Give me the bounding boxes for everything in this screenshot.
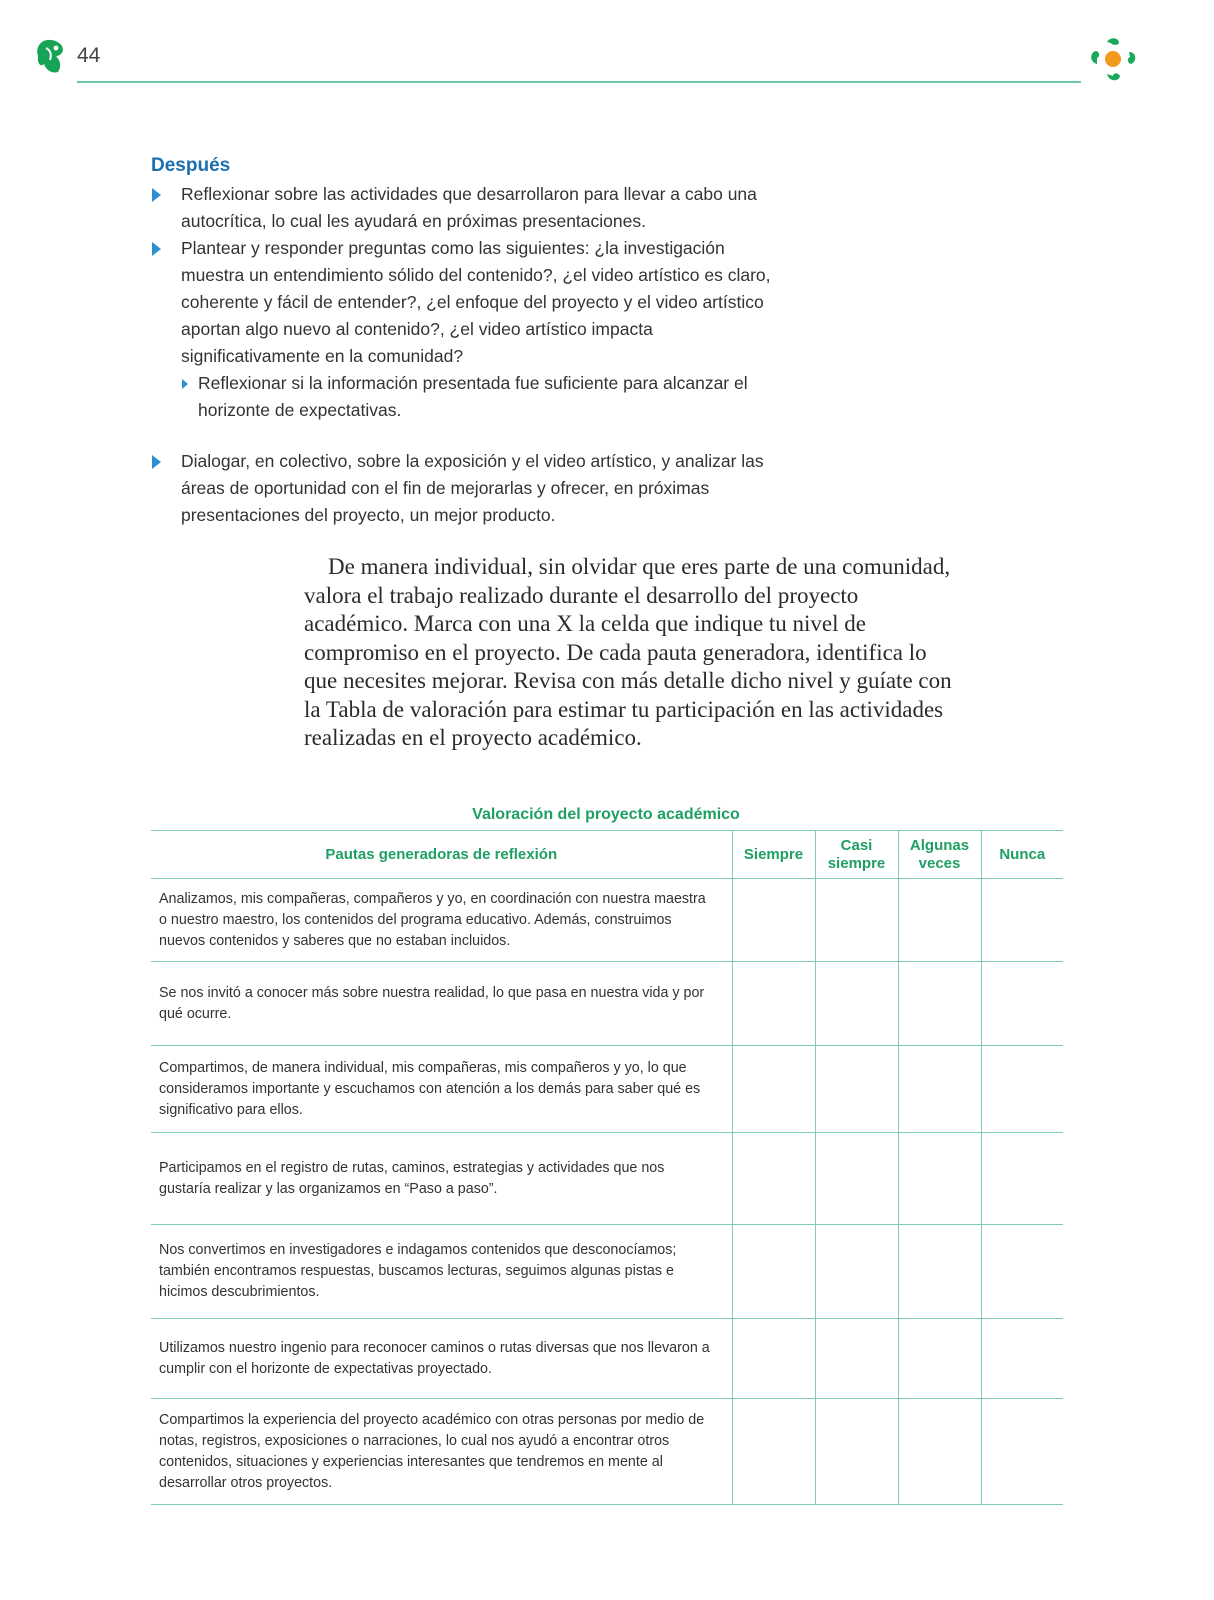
bullet-text: Plantear y responder preguntas como las siguientes: ¿la investigación muestra un entendimiento sólido del contenido?, ¿el video artístico es claro, coherente y fácil de entender?, ¿el enfoque del proyecto y el video artístico aportan algo nuevo al contenido?, ¿el video artístico impacta significativamente en la comunidad? <box>181 238 771 366</box>
despues-section <box>151 155 771 529</box>
bullet-list <box>151 181 771 529</box>
small-triangle-bullet-icon <box>182 379 188 389</box>
cell-algunas-veces[interactable] <box>898 1319 981 1399</box>
header-casi-line1: Casi <box>840 836 873 854</box>
cell-casi-siempre[interactable] <box>815 879 898 962</box>
cell-algunas-veces[interactable] <box>898 1046 981 1133</box>
cell-algunas-veces[interactable] <box>898 1399 981 1505</box>
table-title: Valoración del proyecto académico <box>472 806 740 823</box>
header-nunca: Nunca <box>981 831 1063 879</box>
valoracion-table <box>151 830 1063 1505</box>
cell-nunca[interactable] <box>981 879 1063 962</box>
sub-bullet-item <box>181 370 771 424</box>
header-algunas-line2: veces <box>918 854 961 872</box>
pauta-text: Compartimos, de manera individual, mis compañeras, mis compañeros y yo, lo que consideramos importante y escuchamos con atención a los demás para saber qué es significativo para ellos. <box>151 1046 732 1133</box>
green-leaf-logo-icon <box>36 38 66 74</box>
cell-siempre[interactable] <box>732 962 815 1046</box>
cell-casi-siempre[interactable] <box>815 1046 898 1133</box>
header-pautas: Pautas generadoras de reflexión <box>151 831 732 879</box>
cell-algunas-veces[interactable] <box>898 1225 981 1319</box>
cell-casi-siempre[interactable] <box>815 1399 898 1505</box>
section-title: Después <box>151 155 231 176</box>
pauta-text: Compartimos la experiencia del proyecto académico con otras personas por medio de notas, registros, exposiciones o narraciones, lo cual nos ayudó a encontrar otros contenidos, situaciones y experiencias interesantes que tendremos en mente al desarrollar otros proyectos. <box>151 1399 732 1505</box>
bullet-item <box>151 235 771 424</box>
orange-green-emblem-icon <box>1087 34 1139 84</box>
cell-siempre[interactable] <box>732 1225 815 1319</box>
pauta-text: Participamos en el registro de rutas, caminos, estrategias y actividades que nos gustaría realizar y las organizamos en “Paso a paso”. <box>151 1133 732 1225</box>
cell-nunca[interactable] <box>981 962 1063 1046</box>
pauta-text: Nos convertimos en investigadores e indagamos contenidos que desconocíamos; también encontramos respuestas, buscamos lecturas, seguimos algunas pistas e hicimos descubrimientos. <box>151 1225 732 1319</box>
header-casi-line2: siempre <box>827 854 886 872</box>
cell-nunca[interactable] <box>981 1046 1063 1133</box>
page-number: 44 <box>77 44 101 67</box>
table-row <box>151 962 1063 1046</box>
pauta-text: Se nos invitó a conocer más sobre nuestra realidad, lo que pasa en nuestra vida y por qué ocurre. <box>151 962 732 1046</box>
instruction-paragraph: De manera individual, sin olvidar que eres parte de una comunidad, valora el trabajo realizado durante el desarrollo del proyecto académico. Marca con una X la celda que indique tu nivel de compromiso en el proyecto. De cada pauta generadora, identifica lo que necesites mejorar. Revisa con más detalle dicho nivel y guíate con la Tabla de valoración para estimar tu participación en las actividades realizadas en el proyecto académico. <box>304 554 952 750</box>
bullet-text: Dialogar, en colectivo, sobre la exposición y el video artístico, y analizar las áreas de oportunidad con el fin de mejorarlas y ofrecer, en próximas presentaciones del proyecto, un mejor producto. <box>181 451 764 525</box>
header-siempre: Siempre <box>732 831 815 879</box>
cell-casi-siempre[interactable] <box>815 962 898 1046</box>
table-row <box>151 1046 1063 1133</box>
header-rule <box>77 81 1081 83</box>
cell-algunas-veces[interactable] <box>898 962 981 1046</box>
cell-nunca[interactable] <box>981 1399 1063 1505</box>
cell-nunca[interactable] <box>981 1133 1063 1225</box>
triangle-bullet-icon <box>152 455 161 469</box>
header-algunas-veces <box>898 831 981 879</box>
bullet-item <box>151 181 771 235</box>
sub-bullet-text: Reflexionar si la información presentada fue suficiente para alcanzar el horizonte de expectativas. <box>198 373 748 420</box>
pauta-text: Utilizamos nuestro ingenio para reconocer caminos o rutas diversas que nos llevaron a cumplir con el horizonte de expectativas proyectado. <box>151 1319 732 1399</box>
list-spacer <box>151 424 771 448</box>
triangle-bullet-icon <box>152 188 161 202</box>
cell-casi-siempre[interactable] <box>815 1319 898 1399</box>
table-header-row <box>151 831 1063 879</box>
table-row <box>151 879 1063 962</box>
cell-algunas-veces[interactable] <box>898 879 981 962</box>
cell-siempre[interactable] <box>732 879 815 962</box>
table-row <box>151 1399 1063 1505</box>
header-casi-siempre <box>815 831 898 879</box>
pauta-text: Analizamos, mis compañeras, compañeros y yo, en coordinación con nuestra maestra o nuestro maestro, los contenidos del programa educativo. Además, construimos nuevos contenidos y saberes que no estaban incluidos. <box>151 879 732 962</box>
table-row <box>151 1133 1063 1225</box>
cell-nunca[interactable] <box>981 1319 1063 1399</box>
cell-casi-siempre[interactable] <box>815 1133 898 1225</box>
cell-nunca[interactable] <box>981 1225 1063 1319</box>
triangle-bullet-icon <box>152 242 161 256</box>
header-algunas-line1: Algunas <box>909 836 970 854</box>
cell-casi-siempre[interactable] <box>815 1225 898 1319</box>
cell-siempre[interactable] <box>732 1399 815 1505</box>
bullet-item <box>151 448 771 529</box>
table-row <box>151 1319 1063 1399</box>
cell-siempre[interactable] <box>732 1319 815 1399</box>
bullet-text: Reflexionar sobre las actividades que desarrollaron para llevar a cabo una autocrítica, lo cual les ayudará en próximas presentaciones. <box>181 184 757 231</box>
cell-algunas-veces[interactable] <box>898 1133 981 1225</box>
table-row <box>151 1225 1063 1319</box>
cell-siempre[interactable] <box>732 1133 815 1225</box>
cell-siempre[interactable] <box>732 1046 815 1133</box>
